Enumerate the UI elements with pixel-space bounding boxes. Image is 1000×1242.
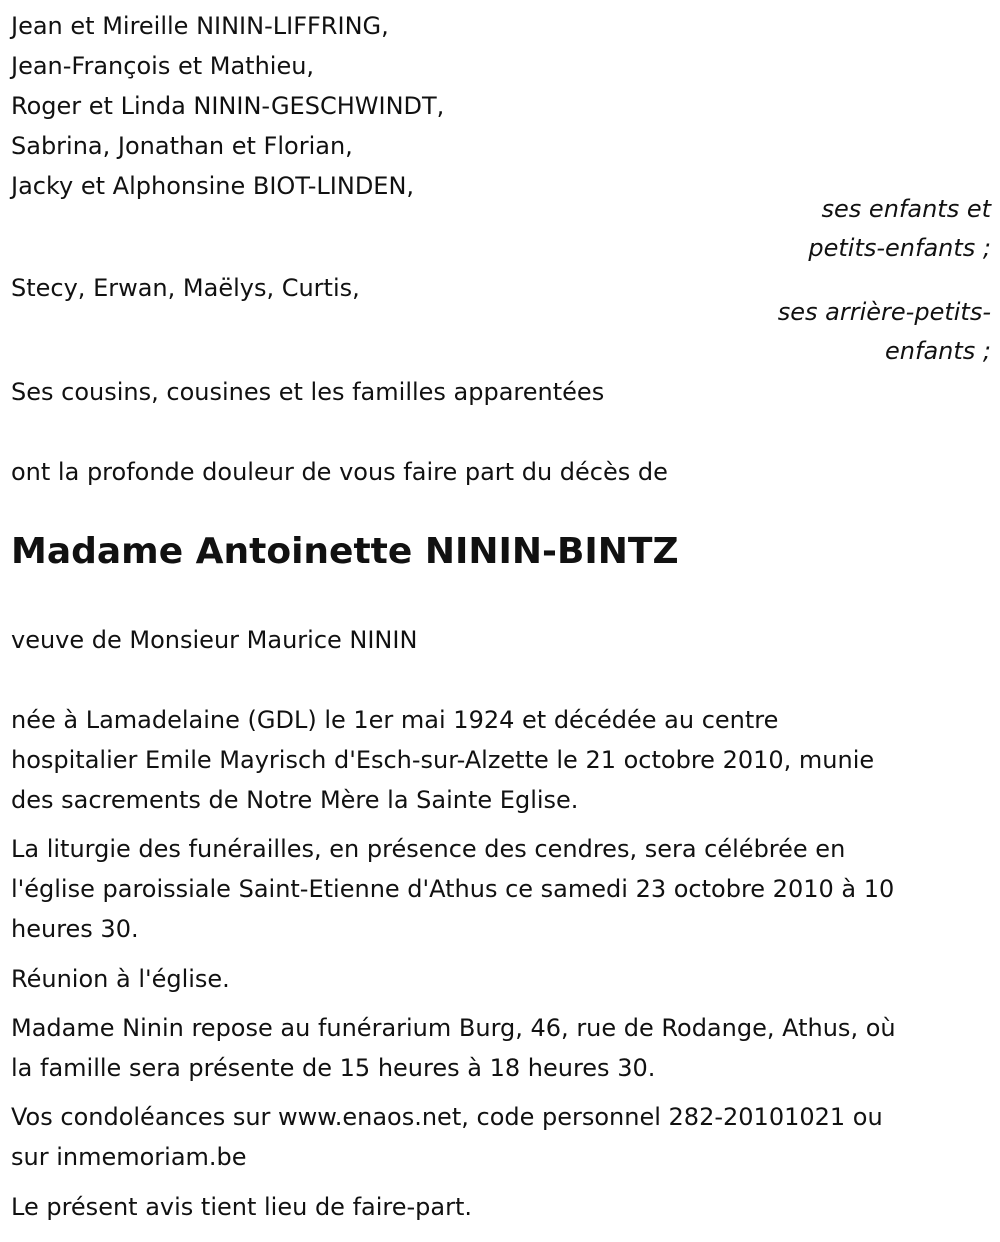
family-line-3: Roger et Linda NININ-GESCHWINDT, bbox=[11, 92, 445, 120]
paragraph-line: Madame Ninin repose au funérarium Burg, 46, rue de Rodange, Athus, où bbox=[11, 1014, 896, 1042]
children-relation-line-1: ses enfants et bbox=[821, 195, 991, 223]
paragraph-line: née à Lamadelaine (GDL) le 1er mai 1924 et décédée au centre bbox=[11, 706, 779, 734]
funeral-paragraph bbox=[11, 829, 991, 949]
great-grandchildren-relation-line-2: enfants ; bbox=[885, 337, 991, 365]
paragraph-line: Vos condoléances sur www.enaos.net, code personnel 282-20101021 ou bbox=[11, 1103, 883, 1131]
great-grandchildren-line: Stecy, Erwan, Maëlys, Curtis, bbox=[11, 274, 360, 302]
closing-paragraph bbox=[11, 1187, 991, 1227]
birth-death-paragraph bbox=[11, 700, 991, 820]
announcement-line: ont la profonde douleur de vous faire part du décès de bbox=[11, 458, 668, 486]
cousins-line: Ses cousins, cousines et les familles apparentées bbox=[11, 378, 605, 406]
condolences-paragraph bbox=[11, 1097, 991, 1177]
meeting-paragraph bbox=[11, 959, 991, 999]
paragraph-line: La liturgie des funérailles, en présence des cendres, sera célébrée en bbox=[11, 835, 846, 863]
paragraph-line: sur inmemoriam.be bbox=[11, 1143, 247, 1171]
widow-of-line: veuve de Monsieur Maurice NININ bbox=[11, 626, 418, 654]
paragraph-line: la famille sera présente de 15 heures à 18 heures 30. bbox=[11, 1054, 656, 1082]
paragraph-line: Réunion à l'église. bbox=[11, 965, 230, 993]
deceased-name: Madame Antoinette NININ-BINTZ bbox=[11, 531, 679, 572]
family-line-1: Jean et Mireille NININ-LIFFRING, bbox=[11, 12, 389, 40]
paragraph-line: l'église paroissiale Saint-Etienne d'Athus ce samedi 23 octobre 2010 à 10 bbox=[11, 875, 895, 903]
great-grandchildren-relation-line-1: ses arrière-petits- bbox=[777, 298, 991, 326]
paragraph-line: Le présent avis tient lieu de faire-part. bbox=[11, 1193, 473, 1221]
paragraph-line: hospitalier Emile Mayrisch d'Esch-sur-Alzette le 21 octobre 2010, munie bbox=[11, 746, 875, 774]
family-line-4: Sabrina, Jonathan et Florian, bbox=[11, 132, 353, 160]
funerarium-paragraph bbox=[11, 1008, 991, 1088]
children-relation-line-2: petits-enfants ; bbox=[808, 234, 991, 262]
family-line-2: Jean-François et Mathieu, bbox=[11, 52, 315, 80]
paragraph-line: des sacrements de Notre Mère la Sainte Eglise. bbox=[11, 786, 579, 814]
family-line-5: Jacky et Alphonsine BIOT-LINDEN, bbox=[11, 172, 415, 200]
paragraph-line: heures 30. bbox=[11, 915, 139, 943]
